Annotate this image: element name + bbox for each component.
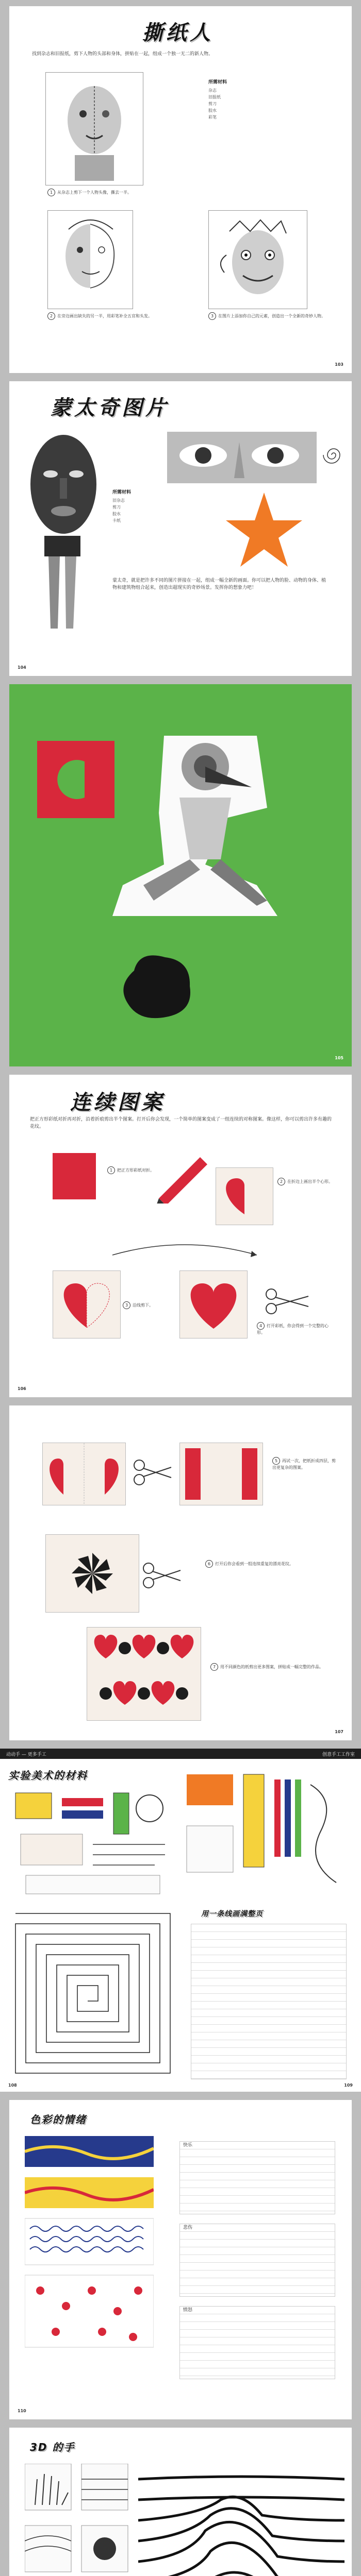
step-text: 打开后你会看到一组连续重复的漂亮花纹。 <box>215 1562 293 1566</box>
step-2 <box>277 1178 334 1185</box>
header-right-text: 创意手工工作室 <box>322 1752 355 1757</box>
pinwheel-pattern <box>46 1535 139 1612</box>
field-label: 快乐 <box>183 2143 193 2148</box>
step-5 <box>272 1457 339 1471</box>
materials-list <box>112 488 205 524</box>
page-number: 105 <box>335 1056 343 1060</box>
mood-field-sad[interactable] <box>179 2224 335 2297</box>
quarter-hearts-drawing <box>43 1443 125 1505</box>
field-label: 愤怒 <box>183 2308 193 2313</box>
step-text: 把正方形彩纸对折。 <box>117 1168 154 1173</box>
step-text: 在图片上添加你自己的元素，创造出一个全新的奇妙人物。 <box>218 314 325 318</box>
repeating-pinwheel-hearts <box>87 1628 201 1720</box>
description-text: 蒙太奇，就是把许多不同的图片拼接在一起，组成一幅全新的画面。你可以把人物的脸、动物的身体、植物和建筑物组合起来，创造出超现实的奇妙场景。发挥你的想象力吧！ <box>112 578 326 590</box>
page-continuous-pattern <box>9 1075 352 1397</box>
page-number: 106 <box>18 1386 26 1391</box>
half-heart-drawing <box>216 1168 273 1225</box>
mood-field-happy[interactable] <box>179 2141 335 2214</box>
page-3d-hand <box>9 2428 352 2576</box>
step-text: 从杂志上剪下一个人物头像，撕去一半。 <box>57 190 132 195</box>
page-green-collage <box>9 684 352 1066</box>
page-pattern-steps <box>9 1405 352 1740</box>
page-montage <box>9 381 352 676</box>
decorated-face <box>209 211 307 309</box>
color-swatch-strips <box>25 2136 154 2352</box>
page-number-left: 108 <box>8 2083 17 2088</box>
collage-portrait-2 <box>47 210 133 309</box>
step-7 <box>210 1663 324 1671</box>
full-heart-drawing <box>180 1271 247 1338</box>
material-item: 卡纸 <box>112 518 121 523</box>
section-title: 3D 的手 <box>30 2441 75 2453</box>
sheet-pinwheel-single <box>45 1534 139 1613</box>
field-label: 悲伤 <box>183 2225 193 2230</box>
page-number-right: 109 <box>344 2083 353 2088</box>
step-number: 3 <box>123 1301 130 1309</box>
material-item: 胶水 <box>112 512 121 516</box>
material-item: 旧报纸 <box>208 95 221 99</box>
step-text: 再试一次，把纸折成四层，剪出更复杂的图案。 <box>272 1459 336 1470</box>
black-blob-shape <box>119 950 196 1022</box>
repeating-pattern-sheet <box>87 1627 201 1721</box>
red-stripes-drawing <box>180 1443 262 1505</box>
step-3 <box>123 1301 169 1309</box>
drawing-lines-area[interactable] <box>191 1924 347 2079</box>
collage-portrait-3 <box>208 210 307 309</box>
step-number: 7 <box>210 1663 218 1671</box>
step-number: 2 <box>277 1178 285 1185</box>
page-number: 110 <box>18 2409 26 2413</box>
folded-sheet-pinwheel <box>179 1443 263 1505</box>
material-item: 旧杂志 <box>112 498 125 503</box>
step-text: 在旁边画出缺失的另一半，用彩笔补全五官和头发。 <box>57 314 152 318</box>
page-materials-spread <box>0 1759 361 2092</box>
eyes-cutout-image <box>167 432 317 483</box>
material-item: 剪刀 <box>208 101 217 106</box>
scissors-icon <box>132 1457 173 1488</box>
mask-cutout-image <box>25 433 102 541</box>
page-torn-paper-people <box>9 6 352 373</box>
section-title-one-line: 用一条线画满整页 <box>201 1910 263 1918</box>
page-title: 蒙太奇图片 <box>51 396 169 420</box>
step-number: 6 <box>205 1560 213 1568</box>
3d-hand-line-art <box>138 2459 344 2576</box>
step-text: 打开彩纸，你会得到一个完整的心形。 <box>257 1324 329 1335</box>
page-number: 103 <box>335 362 343 367</box>
orange-star-shape <box>223 489 305 572</box>
sheet-cut-heart <box>53 1270 121 1338</box>
folded-sheet-hearts <box>42 1443 126 1505</box>
step-text: 用不同颜色的纸剪出更多图案，拼贴成一幅完整的作品。 <box>220 1665 323 1669</box>
materials-heading: 所需材料 <box>112 490 132 495</box>
page-title: 连续图案 <box>70 1091 165 1114</box>
art-materials-illustration <box>10 1788 175 1901</box>
step-1 <box>47 189 151 196</box>
material-item: 剪刀 <box>112 505 121 510</box>
step-number: 3 <box>208 312 216 320</box>
spread-header-bar <box>0 1749 361 1759</box>
material-item: 胶水 <box>208 108 217 113</box>
step-number: 5 <box>272 1457 280 1465</box>
step-number: 2 <box>47 312 55 320</box>
page-number: 107 <box>335 1730 343 1734</box>
scissors-icon <box>264 1286 310 1317</box>
step-number: 1 <box>47 189 55 196</box>
section-title: 色彩的情绪 <box>30 2113 87 2126</box>
step-2 <box>47 312 166 320</box>
intro-text: 把正方形彩纸对折再对折，沿着折痕剪出半个图案。打开后你会发现，一个简单的图案变成了一组连续的对称图案。像这样，你可以剪出许多有趣的花纹。 <box>30 1117 332 1129</box>
material-item: 杂志 <box>208 88 217 93</box>
page-title: 撕纸人 <box>142 21 214 45</box>
step-3 <box>208 312 332 320</box>
header-left-text: 动动手 — 更多手工 <box>6 1752 46 1757</box>
sheet-open-heart <box>179 1270 248 1338</box>
step-text: 沿线剪下。 <box>133 1303 153 1308</box>
sheet-half-heart-left <box>216 1167 273 1225</box>
heart-cut-drawing <box>53 1271 120 1338</box>
step-6 <box>205 1560 319 1568</box>
hand-tracing-steps <box>25 2464 138 2576</box>
page-color-moods <box>9 2100 352 2419</box>
step-text: 在折边上画出半个心形。 <box>287 1179 333 1184</box>
spiral-doodle <box>321 442 347 468</box>
mood-field-angry[interactable] <box>179 2306 335 2379</box>
step-4 <box>257 1322 334 1336</box>
scissors-icon <box>141 1560 183 1591</box>
bird-head-figure-cutout <box>102 731 288 926</box>
half-drawn-face <box>48 211 133 309</box>
section-title-materials: 实验美术的材料 <box>8 1769 88 1782</box>
intro-text: 找到杂志和旧报纸，剪下人物的头部和身体，拼贴在一起，组成一个独一无二的新人物。 <box>32 52 214 57</box>
pencil-icon <box>154 1152 216 1204</box>
collage-portrait-1 <box>45 72 143 185</box>
step-number: 4 <box>257 1322 265 1330</box>
materials-list <box>208 78 301 121</box>
curved-arrow-icon <box>107 1240 262 1260</box>
folded-red-sheet <box>53 1153 96 1199</box>
material-item: 彩笔 <box>208 115 217 120</box>
brush-and-pencils-illustration <box>182 1769 352 1898</box>
materials-heading: 所需材料 <box>208 80 227 85</box>
legs-cutout-image <box>39 536 86 634</box>
step-number: 1 <box>107 1166 115 1174</box>
maze-line-drawing <box>10 1908 175 2078</box>
page-number: 104 <box>18 665 26 670</box>
torn-face-illustration <box>46 73 143 185</box>
